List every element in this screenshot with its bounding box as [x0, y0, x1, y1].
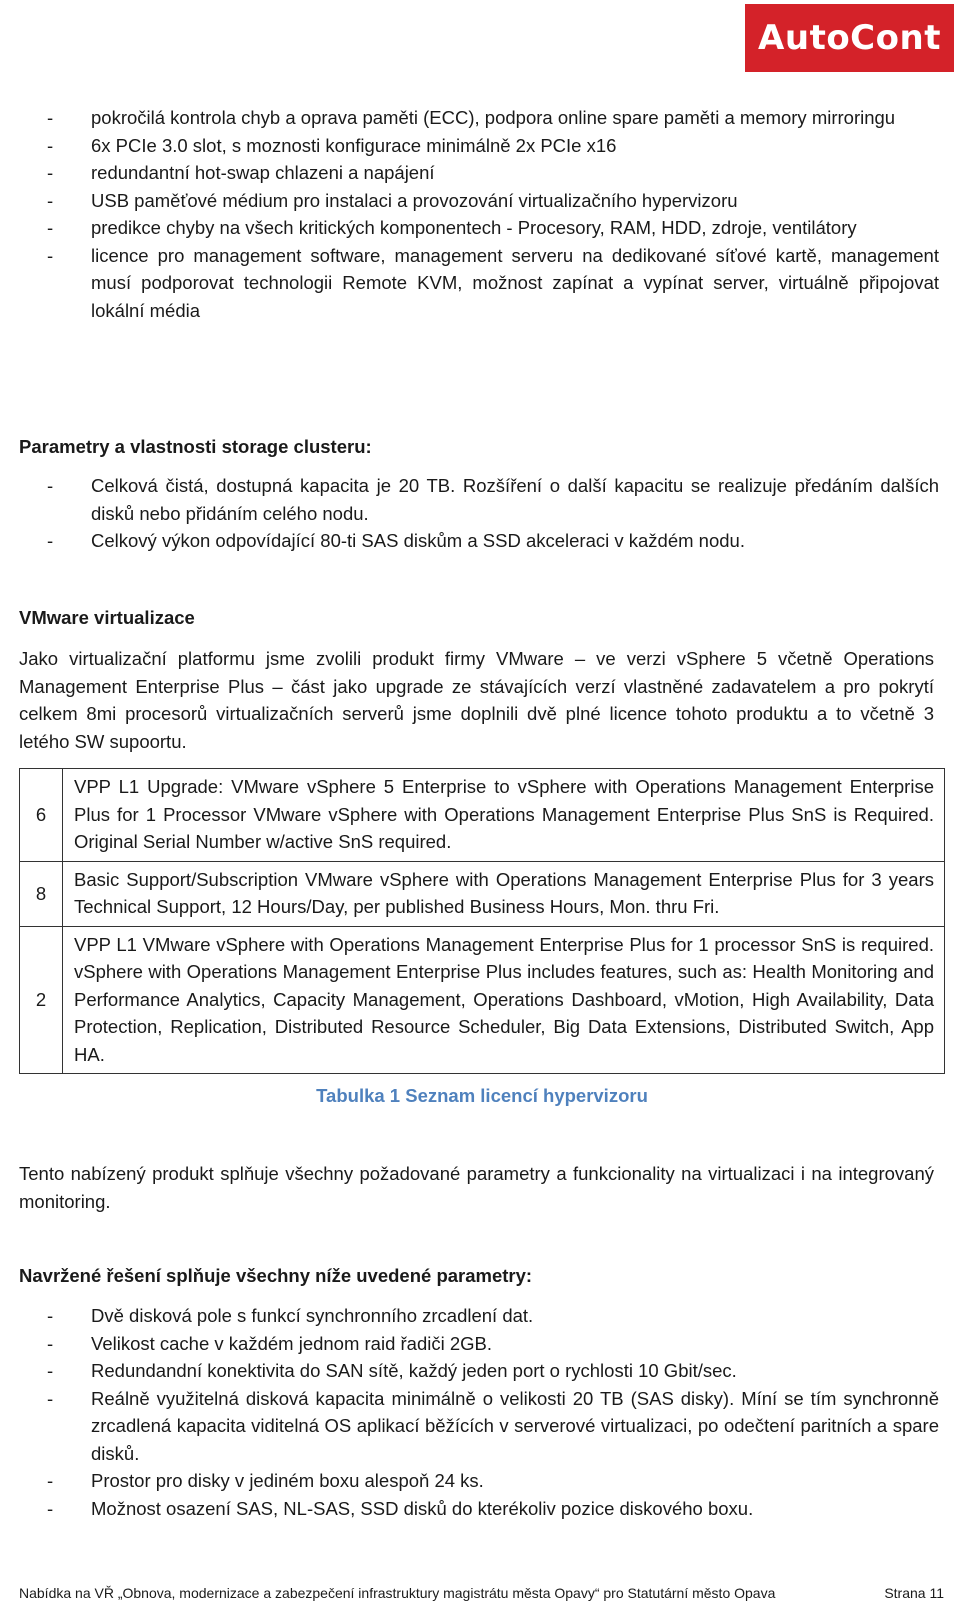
license-desc: VPP L1 VMware vSphere with Operations Management Enterprise Plus for 1 processor SnS is required. vSphere with Operations Management Enterprise Plus includes features, such as: Health Monitoring and Performance Analytics, Capacity Management, Operations Dashboard, vMotion, High Availability, Data Protection, Replication, Distributed Resource Scheduler, Big Data Extensions, Distributed Switch, App HA.: [63, 926, 945, 1074]
license-desc: Basic Support/Subscription VMware vSphere with Operations Management Enterprise Plus for 3 years Technical Support, 12 Hours/Day, per published Business Hours, Mon. thru Fri.: [63, 861, 945, 926]
table-row: [20, 861, 945, 926]
license-desc: VPP L1 Upgrade: VMware vSphere 5 Enterprise to vSphere with Operations Management Enterprise Plus for 1 Processor VMware vSphere with Operations Management Enterprise Plus SnS is Required. Original Serial Number w/active SnS required.: [63, 769, 945, 862]
page-number: Strana 11: [884, 1585, 944, 1601]
vmware-intro: Jako virtualizační platformu jsme zvolili produkt firmy VMware – ve verzi vSphere 5 včetně Operations Management Enterprise Plus – část jako upgrade ze stávajících verzí vlastněné zadavatelem a pro pokrytí celkem 8mi procesorů virtualizačních serverů jsme doplnili dvě plné licence tohoto produktu a to včetně 3 letého SW supoortu.: [19, 648, 934, 752]
table-row: [20, 926, 945, 1074]
list-item: - USB paměťové médium pro instalaci a provozování virtualizačního hypervizoru: [47, 189, 738, 211]
list-item: - Prostor pro disky v jediném boxu alespoň 24 ks.: [47, 1470, 484, 1491]
list-item: - Celkový výkon odpovídající 80-ti SAS diskům a SSD akceleraci v každém nodu.: [47, 530, 745, 551]
server-features-list: [19, 104, 939, 324]
product-statement: Tento nabízený produkt splňuje všechny požadované parametry a funkcionality na virtualizaci i na integrovaný monitoring.: [19, 1163, 934, 1212]
list-item: - Redundandní konektivita do SAN sítě, každý jeden port o rychlosti 10 Gbit/sec.: [47, 1360, 737, 1381]
list-item: - Možnost osazení SAS, NL-SAS, SSD disků do kterékoliv pozice diskového boxu.: [47, 1497, 754, 1519]
table-caption: Tabulka 1 Seznam licencí hypervizoru: [316, 1085, 648, 1106]
license-qty: 8: [20, 861, 63, 926]
list-item: - Velikost cache v každém jednom raid řadiči 2GB.: [47, 1332, 493, 1354]
solution-list: [19, 1302, 939, 1522]
list-item: - predikce chyby na všech kritických komponentech - Procesory, RAM, HDD, zdroje, ventilátory: [47, 217, 857, 238]
page-footer: [19, 1584, 944, 1602]
list-item: - licence pro management software, management serveru na dedikované síťové kartě, management musí podporovat technologii Remote KVM, možnost zapínat a vypínat server, virtuálně připojovat lokální média: [47, 244, 939, 321]
list-item: - pokročilá kontrola chyb a oprava paměti (ECC), podpora online spare paměti a memory mirroringu: [47, 107, 896, 128]
storage-list: [19, 472, 939, 555]
list-item: - 6x PCIe 3.0 slot, s moznosti konfigurace minimálně 2x PCIe x16: [47, 134, 617, 156]
list-item: - Reálně využitelná disková kapacita minimálně o velikosti 20 TB (SAS disky). Míní se tím synchronně zrcadlená kapacita viditelná OS aplikací běžících v serverové virtualizaci, po odečtení paritních a spare disků.: [47, 1387, 939, 1464]
list-item: - Dvě disková pole s funkcí synchronního zrcadlení dat.: [47, 1305, 534, 1326]
list-item: - Celková čistá, dostupná kapacita je 20 TB. Rozšíření o další kapacitu se realizuje předáním dalších disků nebo přidáním celého nodu.: [47, 475, 939, 524]
table-row: [20, 769, 945, 862]
license-qty: 2: [20, 926, 63, 1074]
list-item: - redundantní hot-swap chlazeni a napájení: [47, 162, 435, 183]
storage-heading: Parametry a vlastnosti storage clusteru:: [19, 436, 372, 457]
autocont-logo: AutoCont: [745, 4, 954, 72]
footer-text: Nabídka na VŘ „Obnova, modernizace a zabezpečení infrastruktury magistrátu města Opavy“ pro Statutární město Opava: [19, 1585, 776, 1601]
license-qty: 6: [20, 769, 63, 862]
solution-heading: Navržené řešení splňuje všechny níže uvedené parametry:: [19, 1265, 533, 1286]
vmware-heading: VMware virtualizace: [19, 607, 195, 628]
license-table: [19, 768, 945, 1074]
